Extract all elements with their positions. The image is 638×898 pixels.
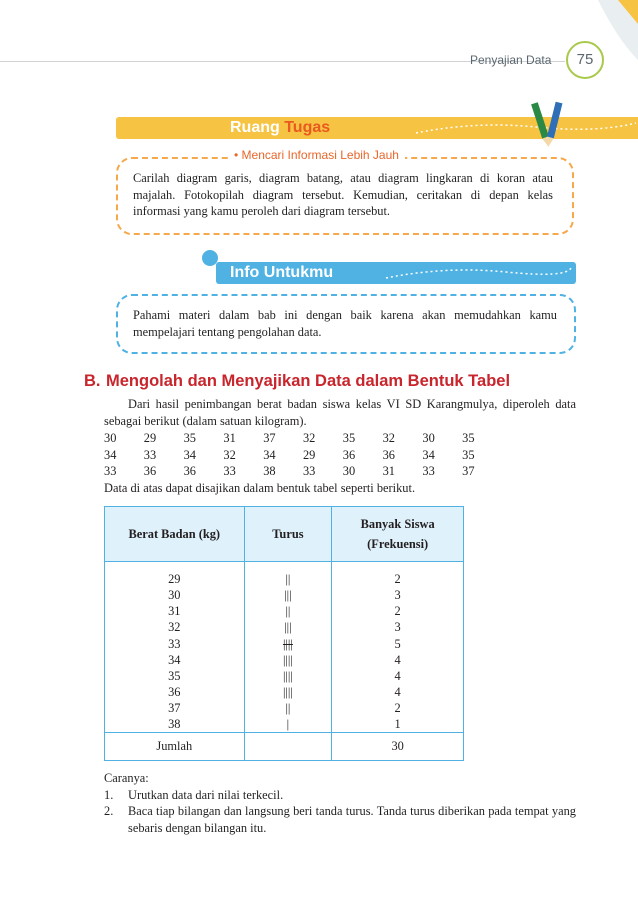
- weight-value: 30: [168, 588, 181, 603]
- info-untukmu-text: Pahami materi dalam bab ini dengan baik karena akan memudahkan kamu mempelajari tentang pengolahan data.: [133, 308, 557, 339]
- data-value: 29: [143, 431, 157, 445]
- data-value: 34: [263, 447, 276, 462]
- info-bubble-decoration: [200, 248, 222, 270]
- frequency-value: 4: [394, 652, 401, 667]
- data-value: 30: [342, 464, 356, 478]
- steps-title: Caranya:: [104, 771, 149, 785]
- header-weight: Berat Badan (kg): [105, 507, 245, 562]
- data-value: 36: [382, 447, 395, 462]
- weight-value: 33: [168, 636, 181, 651]
- data-value: 33: [422, 464, 435, 478]
- data-value: 32: [223, 447, 236, 462]
- data-value: 35: [183, 431, 196, 445]
- data-value: 38: [263, 464, 276, 478]
- weight-value: 36: [168, 684, 181, 699]
- data-value: 33: [302, 464, 316, 478]
- weight-value: 35: [168, 668, 181, 683]
- data-row: [104, 447, 502, 464]
- table-intro-text: Data di atas dapat disajikan dalam bentuk tabel seperti berikut.: [104, 481, 416, 495]
- page-number: 75: [566, 41, 604, 79]
- data-value: 37: [263, 431, 276, 445]
- total-tally-empty: [244, 733, 332, 761]
- data-value: 35: [462, 431, 475, 445]
- ruang-tugas-subtitle: • Mencari Informasi Lebih Jauh: [228, 148, 405, 162]
- tally-mark: |||: [284, 588, 292, 603]
- step-item: 1. Urutkan data dari nilai terkecil.: [104, 787, 284, 802]
- tally-column: [244, 562, 332, 733]
- running-header: Penyajian Data: [470, 53, 552, 67]
- frequency-value: 4: [394, 668, 401, 683]
- weight-value: 34: [168, 652, 181, 667]
- ruang-tugas-title: Ruang Tugas: [230, 119, 331, 136]
- frequency-value: 2: [394, 572, 401, 586]
- data-value: 36: [143, 464, 157, 478]
- pencils-icon: [528, 100, 568, 150]
- data-value: 31: [223, 431, 236, 445]
- data-value: 30: [104, 431, 117, 445]
- data-value: 33: [223, 464, 236, 478]
- tally-mark: |: [286, 717, 290, 732]
- total-value: 30: [332, 733, 464, 761]
- total-label: Jumlah: [105, 733, 245, 761]
- data-value: 34: [422, 447, 435, 462]
- frequency-value: 2: [394, 604, 401, 619]
- raw-data-rows: [104, 430, 502, 480]
- data-value: 30: [422, 431, 435, 445]
- frequency-value: 1: [394, 717, 401, 732]
- tally-mark: ||||: [282, 636, 293, 651]
- frequency-value: 4: [394, 684, 401, 699]
- data-value: 33: [104, 464, 117, 478]
- intro-paragraph: Dari hasil penimbangan berat badan siswa kelas VI SD Karangmulya, diperoleh data sebagai berikut (dalam satuan kilogram).: [104, 397, 576, 428]
- frequency-value: 3: [394, 620, 401, 635]
- weight-value: 38: [168, 717, 181, 732]
- data-value: 33: [143, 447, 157, 462]
- weight-value: 37: [168, 701, 181, 716]
- frequency-value: 3: [394, 588, 401, 603]
- frequency-value: 2: [394, 701, 401, 716]
- data-value: 32: [382, 431, 395, 445]
- frequency-value: 5: [394, 636, 401, 651]
- frequency-table: [104, 506, 464, 761]
- section-heading: B. Mengolah dan Menyajikan Data dalam Bentuk Tabel: [84, 372, 511, 390]
- data-value: 36: [183, 464, 196, 478]
- data-value: 29: [302, 447, 316, 462]
- header-frequency: Banyak Siswa (Frekuensi): [332, 507, 464, 562]
- data-value: 34: [183, 447, 196, 462]
- data-row: [104, 463, 502, 480]
- data-value: 35: [342, 431, 356, 445]
- tally-mark: ||: [285, 572, 291, 586]
- tally-mark: ||||: [282, 652, 293, 667]
- header-tally: Turus: [244, 507, 332, 562]
- tally-mark: ||||: [282, 684, 293, 699]
- ruang-tugas-text: Carilah diagram garis, diagram batang, atau diagram lingkaran di koran atau majalah. Fotokopilah diagram tersebut. Kemudian, ceritakan di depan kelas informasi yang kamu peroleh dari diagram tersebut.: [133, 171, 553, 218]
- tally-mark: |||: [284, 620, 292, 635]
- weights-column: [105, 562, 245, 733]
- info-untukmu-title: Info Untukmu: [230, 264, 334, 281]
- tally-mark: ||: [285, 701, 291, 716]
- data-value: 36: [342, 447, 356, 462]
- weight-value: 32: [168, 620, 181, 635]
- data-row: [104, 430, 502, 447]
- data-value: 32: [302, 431, 316, 445]
- tally-mark: ||: [285, 604, 291, 619]
- weight-value: 29: [168, 572, 181, 586]
- data-value: 37: [462, 464, 475, 478]
- data-value: 31: [382, 464, 395, 478]
- weight-value: 31: [168, 604, 181, 619]
- frequency-column: [332, 562, 464, 733]
- data-value: 34: [104, 447, 117, 462]
- step-item: 2. Baca tiap bilangan dan langsung beri tanda turus. Tanda turus diberikan pada tempat yang sebaris dengan bilangan itu.: [104, 804, 576, 835]
- tally-mark: ||||: [282, 668, 293, 683]
- steps-section: [104, 770, 576, 836]
- data-value: 35: [462, 447, 475, 462]
